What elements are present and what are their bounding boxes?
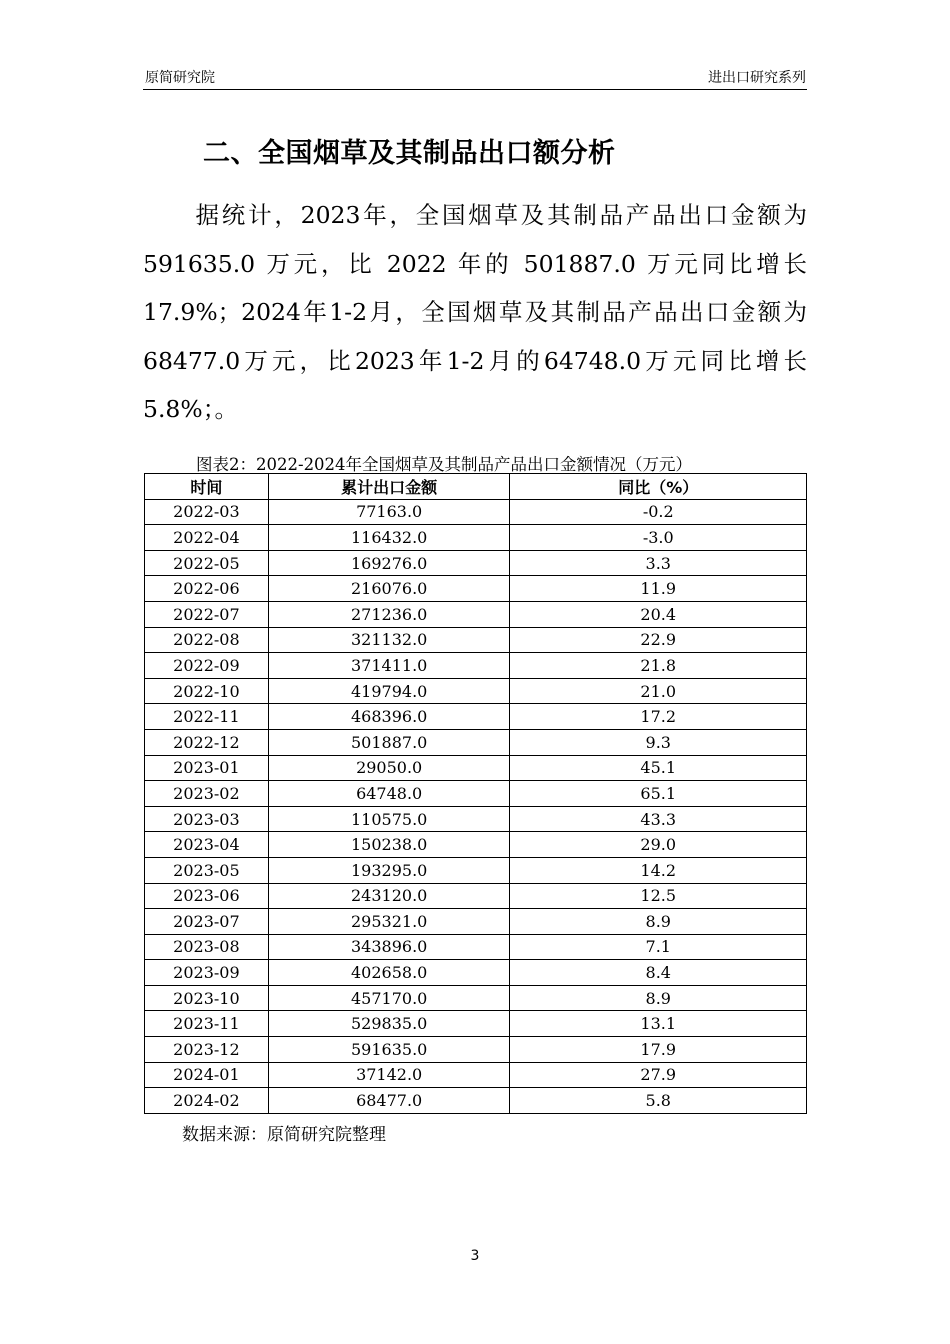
- cell-cumulative: 271236.0: [268, 601, 510, 627]
- paragraph-line: 据统计，2023年，全国烟草及其制品产品出口金额为: [143, 201, 807, 229]
- table-caption: 图表2：2022-2024年全国烟草及其制品产品出口金额情况（万元）: [196, 455, 693, 474]
- cell-time: 2022-04: [145, 525, 269, 551]
- cell-cumulative: 529835.0: [268, 1011, 510, 1037]
- paragraph-line: 68477.0万元，比2023年1-2月的64748.0万元同比增长: [143, 346, 807, 375]
- header-series-name: 进出口研究系列: [708, 70, 806, 86]
- table-row: [145, 601, 807, 627]
- table-row: [145, 883, 807, 909]
- body-paragraph: [143, 191, 807, 434]
- table-header-row: [145, 474, 807, 500]
- cell-time: 2023-06: [145, 883, 269, 909]
- cell-time: 2022-06: [145, 576, 269, 602]
- column-header-cumulative: 累计出口金额: [268, 474, 510, 500]
- header-divider: [143, 89, 807, 90]
- table-row: [145, 704, 807, 730]
- table-row: [145, 525, 807, 551]
- cell-cumulative: 321132.0: [268, 627, 510, 653]
- cell-yoy: 29.0: [510, 832, 807, 858]
- cell-time: 2023-07: [145, 909, 269, 935]
- cell-yoy: 21.0: [510, 678, 807, 704]
- cell-cumulative: 243120.0: [268, 883, 510, 909]
- cell-yoy: 22.9: [510, 627, 807, 653]
- table-row: [145, 832, 807, 858]
- cell-yoy: 12.5: [510, 883, 807, 909]
- table-row: [145, 499, 807, 525]
- cell-time: 2023-08: [145, 934, 269, 960]
- cell-cumulative: 193295.0: [268, 857, 510, 883]
- cell-yoy: 11.9: [510, 576, 807, 602]
- cell-time: 2022-12: [145, 729, 269, 755]
- cell-yoy: 3.3: [510, 550, 807, 576]
- cell-yoy: 65.1: [510, 781, 807, 807]
- cell-cumulative: 501887.0: [268, 729, 510, 755]
- table-row: [145, 550, 807, 576]
- cell-time: 2023-03: [145, 806, 269, 832]
- cell-yoy: 43.3: [510, 806, 807, 832]
- cell-yoy: 20.4: [510, 601, 807, 627]
- table-row: [145, 934, 807, 960]
- cell-yoy: -3.0: [510, 525, 807, 551]
- cell-cumulative: 468396.0: [268, 704, 510, 730]
- table-row: [145, 857, 807, 883]
- table-row: [145, 729, 807, 755]
- cell-cumulative: 419794.0: [268, 678, 510, 704]
- cell-yoy: 5.8: [510, 1088, 807, 1114]
- page-number: 3: [470, 1248, 480, 1264]
- cell-yoy: 27.9: [510, 1062, 807, 1088]
- table-row: [145, 576, 807, 602]
- table-row: [145, 960, 807, 986]
- cell-cumulative: 150238.0: [268, 832, 510, 858]
- table-row: [145, 985, 807, 1011]
- cell-time: 2023-01: [145, 755, 269, 781]
- column-header-yoy: 同比（%）: [510, 474, 807, 500]
- cell-cumulative: 37142.0: [268, 1062, 510, 1088]
- cell-time: 2023-04: [145, 832, 269, 858]
- table-row: [145, 1088, 807, 1114]
- table-row: [145, 653, 807, 679]
- table-row: [145, 1011, 807, 1037]
- section-title: 二、全国烟草及其制品出口额分析: [203, 138, 616, 169]
- cell-cumulative: 110575.0: [268, 806, 510, 832]
- cell-yoy: 45.1: [510, 755, 807, 781]
- paragraph-line: 17.9%；2024年1-2月，全国烟草及其制品产品出口金额为: [143, 298, 807, 326]
- cell-time: 2023-10: [145, 985, 269, 1011]
- column-header-time: 时间: [145, 474, 269, 500]
- cell-time: 2024-02: [145, 1088, 269, 1114]
- table-row: [145, 1037, 807, 1063]
- cell-time: 2023-02: [145, 781, 269, 807]
- cell-time: 2022-10: [145, 678, 269, 704]
- table-row: [145, 909, 807, 935]
- table-row: [145, 755, 807, 781]
- table-row: [145, 1062, 807, 1088]
- cell-cumulative: 216076.0: [268, 576, 510, 602]
- export-data-table: [144, 473, 807, 1114]
- cell-cumulative: 457170.0: [268, 985, 510, 1011]
- cell-time: 2023-12: [145, 1037, 269, 1063]
- cell-cumulative: 64748.0: [268, 781, 510, 807]
- table-body: [145, 499, 807, 1113]
- cell-time: 2022-09: [145, 653, 269, 679]
- table-row: [145, 627, 807, 653]
- cell-yoy: 17.2: [510, 704, 807, 730]
- paragraph-line: 5.8%；。: [143, 395, 238, 423]
- cell-cumulative: 77163.0: [268, 499, 510, 525]
- cell-cumulative: 116432.0: [268, 525, 510, 551]
- cell-time: 2022-05: [145, 550, 269, 576]
- cell-time: 2024-01: [145, 1062, 269, 1088]
- cell-yoy: 8.4: [510, 960, 807, 986]
- cell-yoy: -0.2: [510, 499, 807, 525]
- cell-time: 2023-05: [145, 857, 269, 883]
- cell-cumulative: 402658.0: [268, 960, 510, 986]
- table-row: [145, 806, 807, 832]
- cell-time: 2023-11: [145, 1011, 269, 1037]
- cell-time: 2023-09: [145, 960, 269, 986]
- cell-yoy: 8.9: [510, 985, 807, 1011]
- cell-time: 2022-11: [145, 704, 269, 730]
- header-org-name: 原简研究院: [145, 70, 215, 86]
- paragraph-line: 591635.0 万元，比 2022 年的 501887.0 万元同比增长: [143, 249, 807, 278]
- cell-cumulative: 591635.0: [268, 1037, 510, 1063]
- cell-yoy: 9.3: [510, 729, 807, 755]
- cell-yoy: 17.9: [510, 1037, 807, 1063]
- cell-cumulative: 295321.0: [268, 909, 510, 935]
- cell-yoy: 21.8: [510, 653, 807, 679]
- data-source-note: 数据来源：原简研究院整理: [182, 1125, 386, 1145]
- cell-yoy: 8.9: [510, 909, 807, 935]
- cell-cumulative: 343896.0: [268, 934, 510, 960]
- cell-cumulative: 169276.0: [268, 550, 510, 576]
- cell-time: 2022-08: [145, 627, 269, 653]
- cell-yoy: 7.1: [510, 934, 807, 960]
- table-row: [145, 781, 807, 807]
- cell-time: 2022-07: [145, 601, 269, 627]
- table-row: [145, 678, 807, 704]
- cell-time: 2022-03: [145, 499, 269, 525]
- cell-yoy: 13.1: [510, 1011, 807, 1037]
- cell-cumulative: 68477.0: [268, 1088, 510, 1114]
- cell-cumulative: 29050.0: [268, 755, 510, 781]
- cell-cumulative: 371411.0: [268, 653, 510, 679]
- cell-yoy: 14.2: [510, 857, 807, 883]
